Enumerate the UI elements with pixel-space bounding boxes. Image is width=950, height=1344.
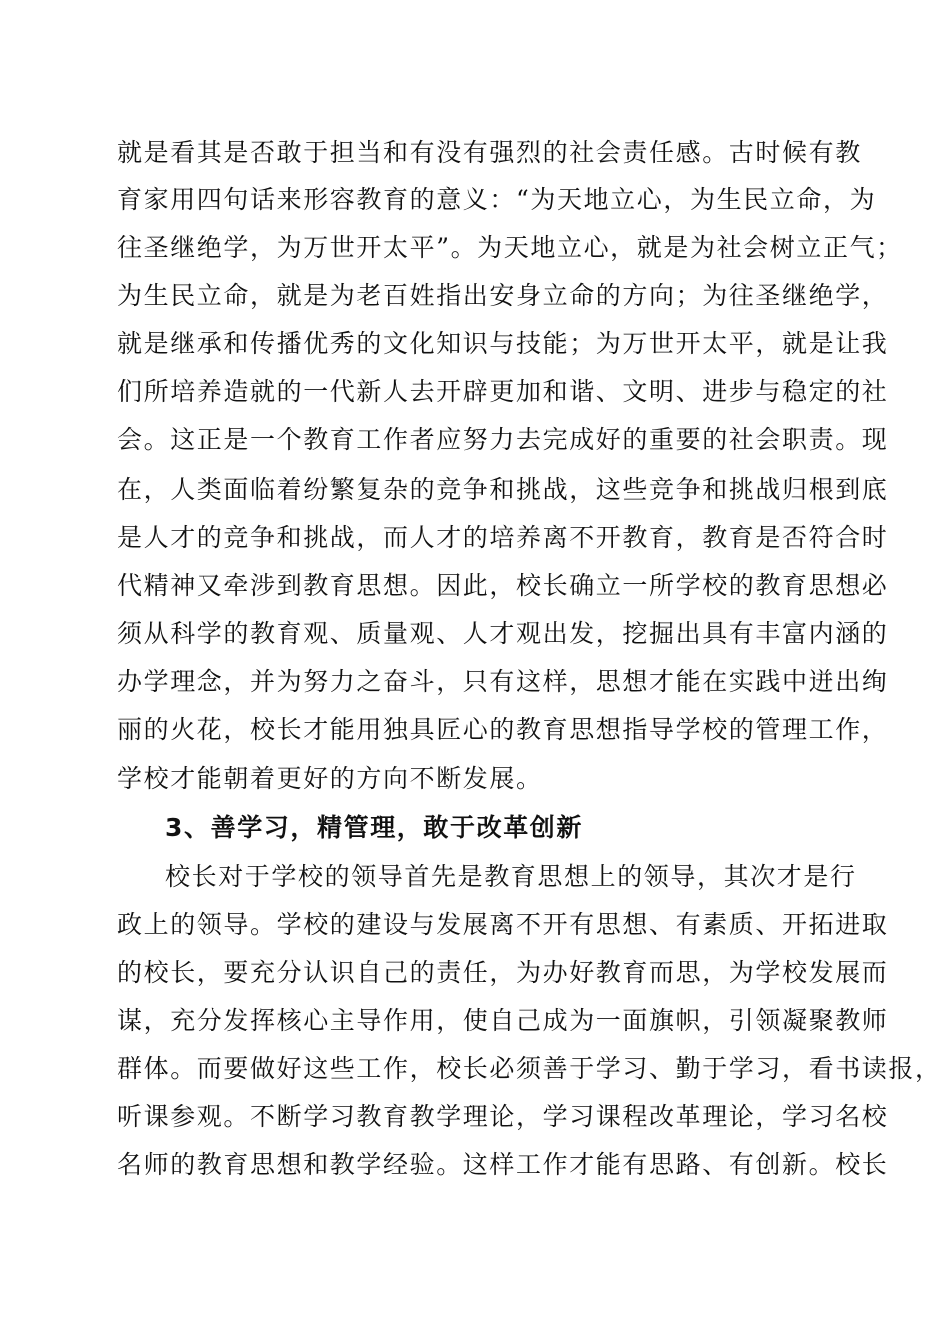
paragraph-line: 丽的火花，校长才能用独具匠心的教育思想指导学校的管理工作， [117, 715, 889, 744]
paragraph-line: 为生民立命，就是为老百姓指出安身立命的方向；为往圣继绝学， [117, 281, 889, 310]
paragraph-line: 学校才能朝着更好的方向不断发展。 [117, 764, 543, 793]
paragraph-line: 的校长，要充分认识自己的责任，为办好教育而思，为学校发展而 [117, 958, 889, 987]
paragraph-line: 往圣继绝学，为万世开太平”。为天地立心，就是为社会树立正气； [117, 233, 903, 262]
section-heading: 3、善学习，精管理，敢于改革创新 [165, 813, 583, 842]
paragraph-line: 育家用四句话来形容教育的意义：“为天地立心，为生民立命，为 [117, 185, 877, 214]
paragraph-line: 校长对于学校的领导首先是教育思想上的领导，其次才是行 [165, 862, 857, 891]
paragraph-line: 听课参观。不断学习教育教学理论，学习课程改革理论，学习名校 [117, 1102, 889, 1131]
paragraph-line: 们所培养造就的一代新人去开辟更加和谐、文明、进步与稳定的社 [117, 377, 889, 406]
paragraph-line: 办学理念，并为努力之奋斗，只有这样，思想才能在实践中迸出绚 [117, 667, 889, 696]
paragraph-line: 名师的教育思想和教学经验。这样工作才能有思路、有创新。校长 [117, 1150, 889, 1179]
paragraph-line: 谋，充分发挥核心主导作用，使自己成为一面旗帜，引领凝聚教师 [117, 1006, 889, 1035]
paragraph-line: 就是看其是否敢于担当和有没有强烈的社会责任感。古时候有教 [117, 138, 862, 167]
paragraph-line: 在，人类面临着纷繁复杂的竞争和挑战，这些竞争和挑战归根到底 [117, 475, 889, 504]
paragraph-line: 会。这正是一个教育工作者应努力去完成好的重要的社会职责。现 [117, 425, 889, 454]
paragraph-line: 群体。而要做好这些工作，校长必须善于学习、勤于学习，看书读报， [117, 1054, 942, 1083]
paragraph-line: 须从科学的教育观、质量观、人才观出发，挖掘出具有丰富内涵的 [117, 619, 889, 648]
paragraph-line: 政上的领导。学校的建设与发展离不开有思想、有素质、开拓进取 [117, 910, 889, 939]
paragraph-line: 是人才的竞争和挑战，而人才的培养离不开教育，教育是否符合时 [117, 523, 889, 552]
paragraph-line: 代精神又牵涉到教育思想。因此，校长确立一所学校的教育思想必 [117, 571, 889, 600]
paragraph-line: 就是继承和传播优秀的文化知识与技能；为万世开太平，就是让我 [117, 329, 889, 358]
